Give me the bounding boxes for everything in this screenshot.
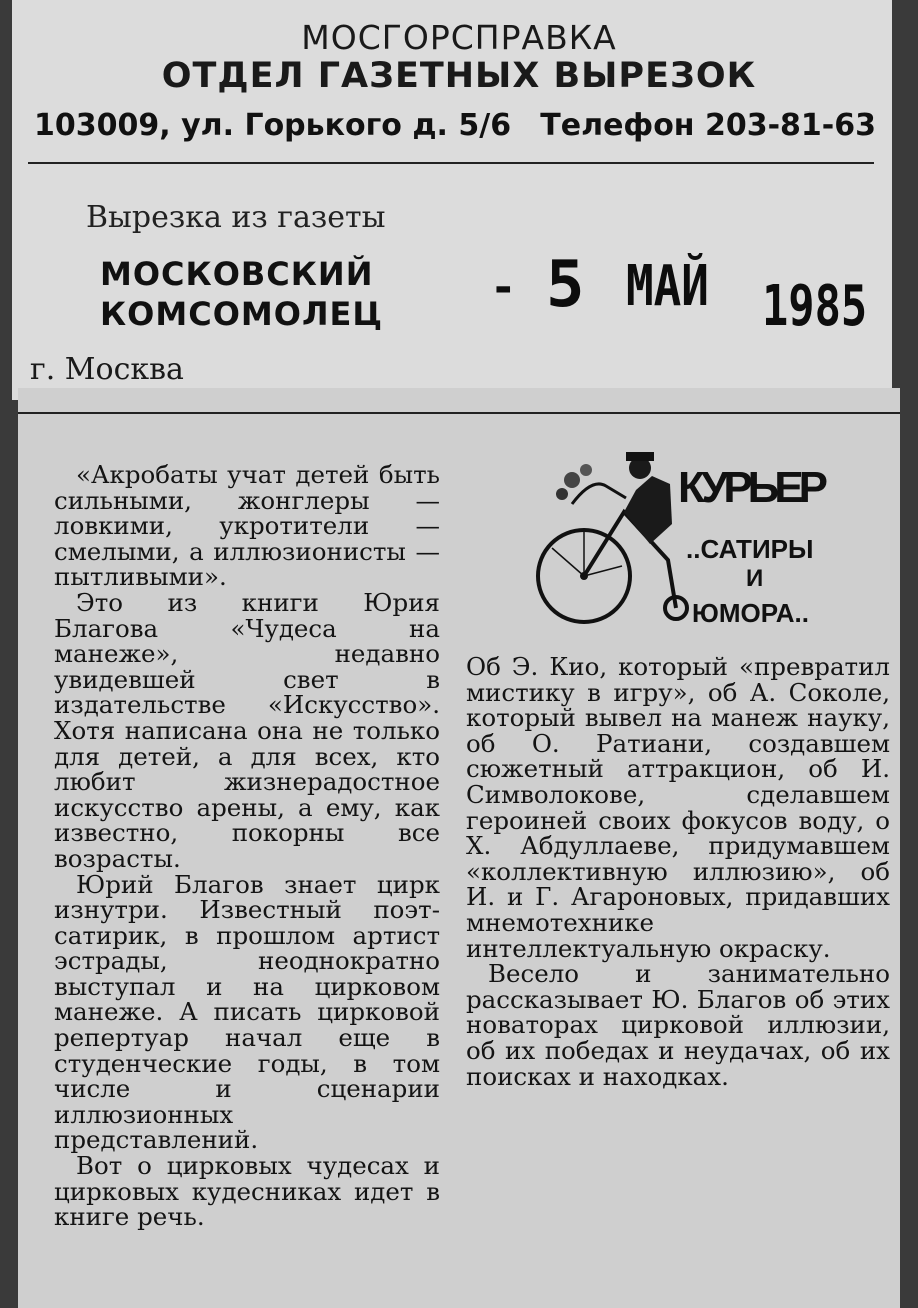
rubric-line2: ..САТИРЫ <box>686 534 814 564</box>
article-paragraph: Весело и занимательно рассказывает Ю. Благов об этих новаторах цирковой иллюзии, об их победах и неудачах, об их поисках и находках. <box>466 959 890 1091</box>
rubric-line1: КУРЬЕР <box>678 463 828 512</box>
contact-line <box>34 108 876 143</box>
article-paragraph: Об Э. Кио, который «превратил мистику в игру», об А. Соколе, который вывел на манеж науку, об О. Ратиани, создавшем сюжетный аттракцион, об И. Символоковe, сделавшем героиней своих фокусов воду, о Х. Абдуллаеве, придумавшем «коллективную иллюзию», об И. и Г. Агароновых, придавших мнемотехнике интеллектуальную окраску. <box>466 652 890 963</box>
article-paragraph: Вот о цирковых чудесах и цирковых кудесниках идет в книге речь. <box>54 1151 440 1232</box>
date-year: 1985 <box>762 274 868 339</box>
article-paragraph: Это из книги Юрия Благова «Чудеса на манеже», недавно увидевшей свет в издательстве «Искусство». Хотя написана она не только для детей, а для всех, кто любит жизнерадостное искусство арены, а ему, как известно, покорны все возрасты. <box>54 587 440 873</box>
department-name: ОТДЕЛ ГАЗЕТНЫХ ВЫРЕЗОК <box>161 56 757 96</box>
article-column-right <box>466 654 890 1089</box>
address: 103009, ул. Горького д. 5/6 <box>34 108 512 143</box>
city: г. Москва <box>30 352 184 387</box>
article-column-left <box>54 462 440 1230</box>
date-month: МАЙ <box>626 254 709 319</box>
phone: Телефон 203-81-63 <box>540 108 876 143</box>
agency-name: МОСГОРСПРАВКА <box>301 18 617 57</box>
rubric-line4: ЮМОРА.. <box>692 598 809 628</box>
header-divider <box>28 162 874 164</box>
clipping-divider <box>18 412 900 414</box>
source-label: Вырезка из газеты <box>86 200 386 235</box>
newspaper-title-line2: КОМСОМОЛЕЦ <box>100 295 384 333</box>
cyclist-illustration <box>532 440 852 640</box>
newspaper-title-line1: МОСКОВСКИЙ <box>100 255 374 293</box>
date-dash: - <box>490 262 517 313</box>
rubric-logo <box>532 440 852 640</box>
newspaper-title <box>100 254 383 334</box>
rubric-line3: И <box>746 565 764 592</box>
date-day: 5 <box>546 248 585 322</box>
article-paragraph: «Акробаты учат детей быть сильными, жонглеры — ловкими, укротители — смелыми, а иллюзионисты — пытливыми». <box>54 460 440 592</box>
article-paragraph: Юрий Благов знает цирк изнутри. Известный поэт-сатирик, в прошлом артист эстрады, неоднократно выступал и на цирковом манеже. А писать цирковой репертуар начал еще в студенческие годы, в том числе и сценарии иллюзионных представлений. <box>54 869 440 1155</box>
date-stamp <box>490 248 900 348</box>
